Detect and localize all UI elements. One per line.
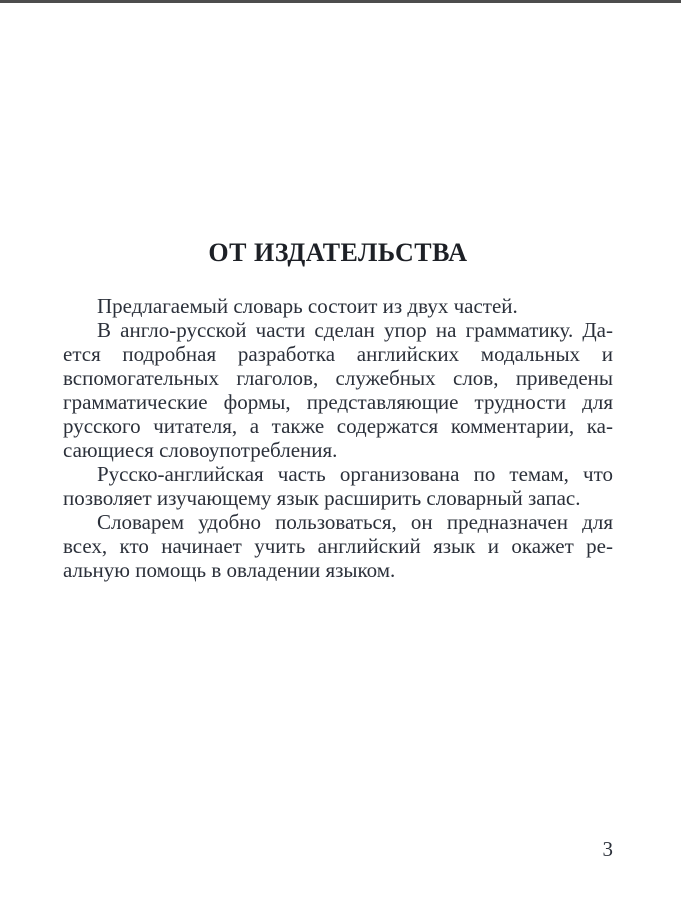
text-line: вспомогательных глаголов, служебных слов, приведены	[63, 366, 613, 390]
text-line: В англо-русской части сделан упор на грамматику. Да-	[97, 318, 613, 342]
text-line: русского читателя, а также содержатся комментарии, ка-	[63, 414, 613, 438]
text-line: сающиеся словоупотребления.	[63, 438, 338, 462]
text-line: грамматические формы, представляющие трудности для	[63, 390, 613, 414]
window-top-edge	[0, 0, 681, 3]
text-line: позволяет изучающему язык расширить словарный запас.	[63, 486, 581, 510]
text-line: ется подробная разработка английских модальных и	[63, 342, 613, 366]
text-line: всех, кто начинает учить английский язык и окажет ре-	[63, 534, 613, 558]
page-title: ОТ ИЗДАТЕЛЬСТВА	[208, 238, 468, 267]
page-number: 3	[602, 837, 613, 861]
body-text	[63, 294, 613, 582]
text-line: альную помощь в овладении языком.	[63, 558, 396, 582]
text-line: Словарем удобно пользоваться, он предназначен для	[97, 510, 613, 534]
text-line: Предлагаемый словарь состоит из двух частей.	[97, 294, 518, 318]
text-line: Русско-английская часть организована по темам, что	[97, 462, 613, 486]
